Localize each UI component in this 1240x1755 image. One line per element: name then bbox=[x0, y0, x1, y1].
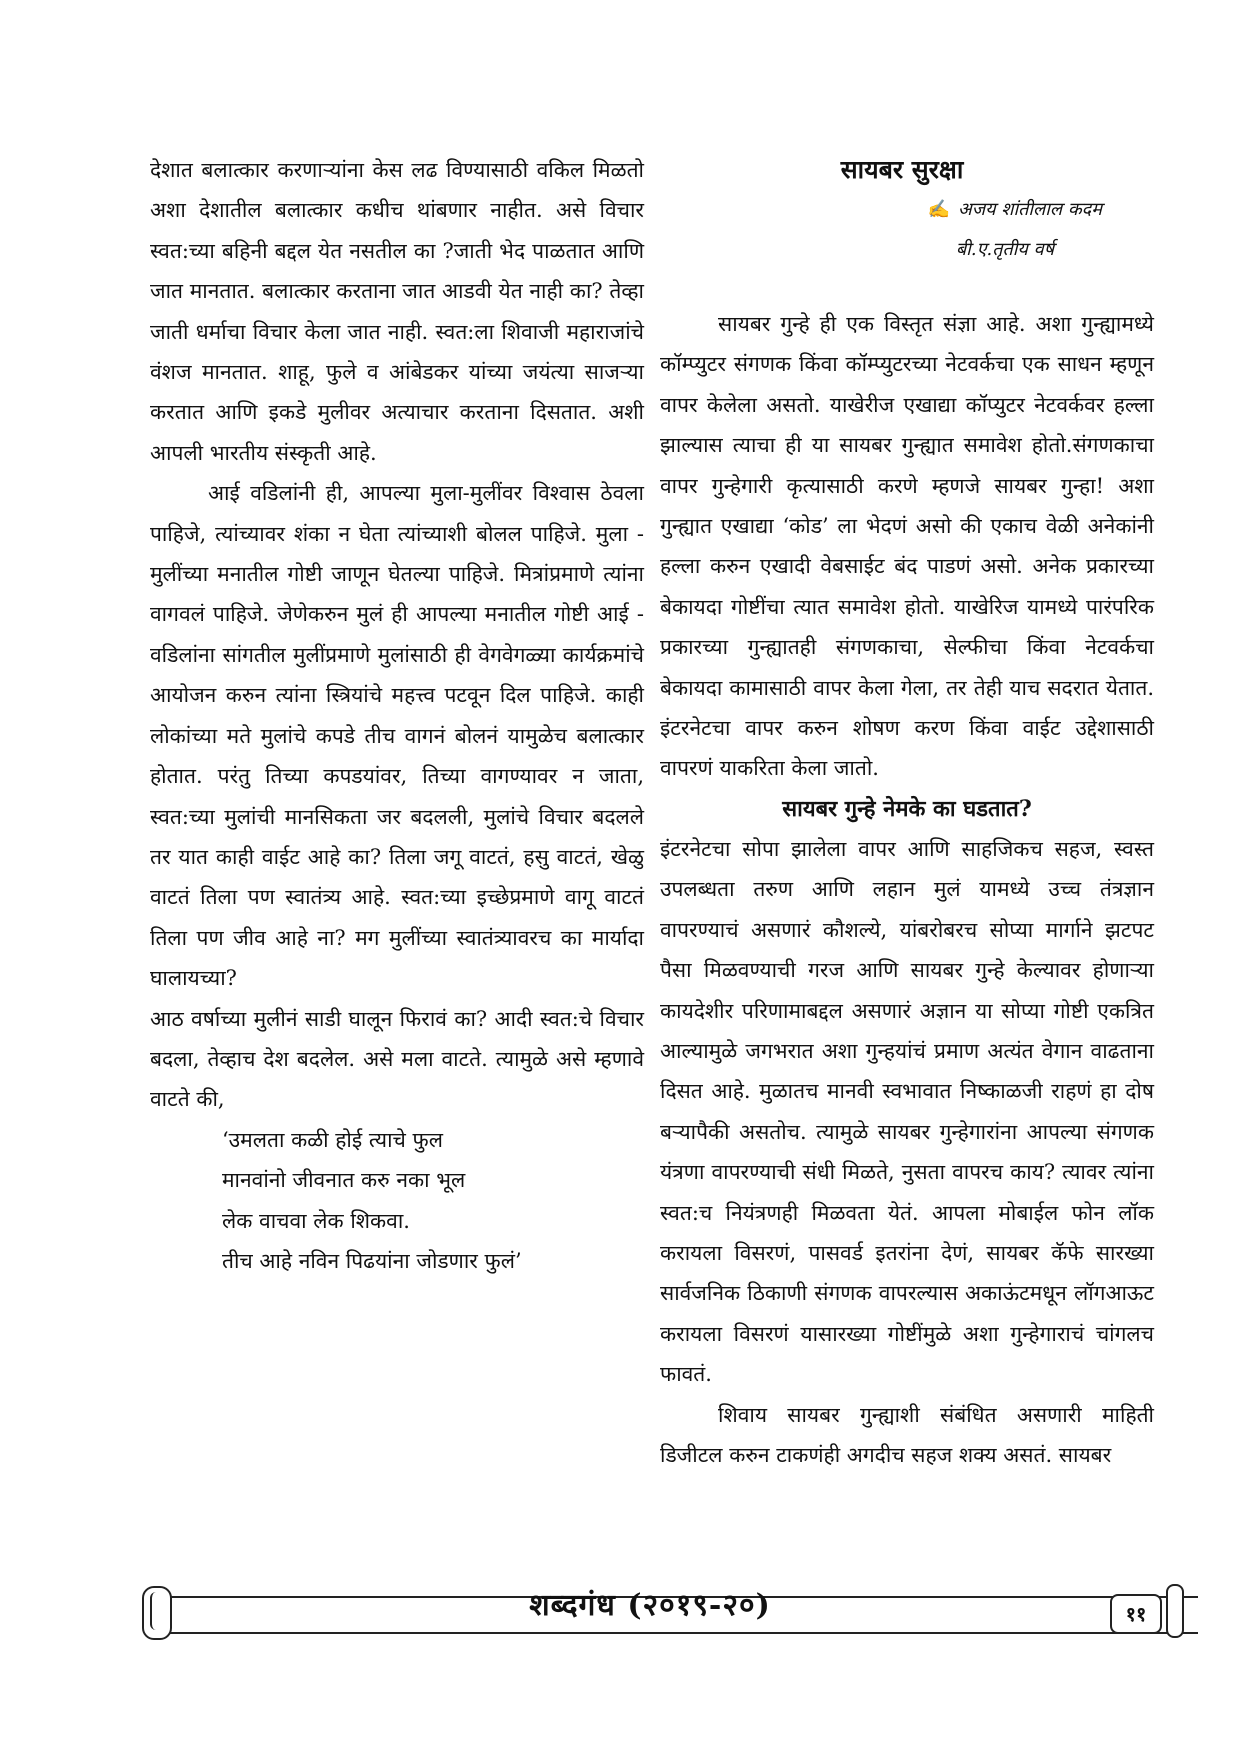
author-class: बी.ए.तृतीय वर्ष bbox=[955, 239, 1054, 260]
poem-line-1: ‘उमलता कळी होई त्याचे फुल bbox=[222, 1127, 443, 1152]
page-number: ११ bbox=[1110, 1594, 1162, 1634]
author-name: अजय शांतीलाल कदम bbox=[957, 199, 1102, 220]
right-column bbox=[660, 150, 1154, 1475]
header-spacer bbox=[660, 270, 1154, 304]
right-paragraph-2: इंटरनेटचा सोपा झालेला वापर आणि साहजिकच सहज, स्वस्त उपलब्धता तरुण आणि लहान मुलं यामध्ये उच्च तंत्रज्ञान वापरण्याचं असणारं कौशल्ये, यांबरोबरच सोप्या मार्गाने झटपट पैसा मिळवण्याची गरज आणि सायबर गुन्हे केल्यावर होणाऱ्या कायदेशीर परिणामाबद्दल असणारं अज्ञान या सोप्या गोष्टी एकत्रित आल्यामुळे जगभरात अशा गुन्हयांचं प्रमाण अत्यंत वेगान वाढताना दिसत आहे. मुळातच मानवी स्वभावात निष्काळजी राहणं हा दोष बऱ्यापैकी असतोच. त्यामुळे सायबर गुन्हेगारांना आपल्या संगणक यंत्रणा वापरण्याची संधी मिळते, नुसता वापरच काय? त्यावर त्यांना स्वत:च नियंत्रणही मिळवता येतं. आपला मोबाईल फोन लॉक करायला विसरणं, पासवर्ड इतरांना देणं, सायबर कॅफे सारख्या सार्वजनिक ठिकाणी संगणक वापरल्यास अकाऊंटमधून लॉगआऊट करायला विसरणं यासारख्या गोष्टींमुळे अशा गुन्हेगाराचं चांगलच फावतं. bbox=[660, 836, 1154, 1387]
left-paragraph-3: आठ वर्षाच्या मुलीनं साडी घालून फिरावं का? आदी स्वत:चे विचार बदला, तेव्हाच देश बदलेल. असे मला वाटते. त्यामुळे असे म्हणावे वाटते की, bbox=[150, 1006, 644, 1112]
scroll-right-icon bbox=[1166, 1584, 1184, 1638]
page-footer bbox=[140, 1580, 1160, 1640]
left-column bbox=[150, 150, 644, 1281]
poem bbox=[222, 1120, 644, 1282]
author-byline bbox=[660, 190, 1154, 230]
section-subheading: सायबर गुन्हे नेमके का घडतात? bbox=[782, 795, 1032, 822]
left-paragraph-1: देशात बलात्कार करणाऱ्यांना केस लढ विण्यासाठी वकिल मिळतो अशा देशातील बलात्कार कधीच थांबणार नाहीत. असे विचार स्वत:च्या बहिनी बद्दल येत नसतील का ?जाती भेद पाळतात आणि जात मानतात. बलात्कार करताना जात आडवी येत नाही का? तेव्हा जाती धर्माचा विचार केला जात नाही. स्वत:ला शिवाजी महाराजांचे वंशज मानतात. शाहू, फुले व आंबेडकर यांच्या जयंत्या साजऱ्या करतात आणि इकडे मुलीवर अत्याचार करताना दिसतात. अशी आपली भारतीय संस्कृती आहे. bbox=[150, 158, 644, 465]
poem-line-2: मानवांनो जीवनात करु नका भूल bbox=[222, 1168, 466, 1193]
right-paragraph-1: सायबर गुन्हे ही एक विस्तृत संज्ञा आहे. अशा गुन्ह्यामध्ये कॉम्प्युटर संगणक किंवा कॉम्प्युटरच्या नेटवर्कचा एक साधन म्हणून वापर केलेला असतो. याखेरीज एखाद्या कॉप्युटर नेटवर्कवर हल्ला झाल्यास त्याचा ही या सायबर गुन्ह्यात समावेश होतो.संगणकाचा वापर गुन्हेगारी कृत्यासाठी करणे म्हणजे सायबर गुन्हा! अशा गुन्ह्यात एखाद्या ‘कोड’ ला भेदणं असो की एकाच वेळी अनेकांनी हल्ला करुन एखादी वेबसाईट बंद पाडणं असो. अनेक प्रकारच्या बेकायदा गोष्टींचा त्यात समावेश होतो. याखेरिज यामध्ये पारंपरिक प्रकारच्या गुन्ह्यातही संगणकाचा, सेल्फीचा किंवा नेटवर्कचा बेकायदा कामासाठी वापर केला गेला, तर तेही याच सदरात येतात. इंटरनेटचा वापर करुन शोषण करण किंवा वाईट उद्देशासाठी वापरणं याकरिता केला जातो. bbox=[660, 312, 1154, 781]
article-title: सायबर सुरक्षा bbox=[840, 155, 964, 184]
article-header bbox=[660, 150, 1154, 270]
poem-line-3: लेक वाचवा लेक शिकवा. bbox=[222, 1208, 410, 1233]
footer-title: शब्दगंध (२०१९-२०) bbox=[529, 1588, 771, 1623]
poem-line-4: तीच आहे नविन पिढयांना जोडणार फुलं’ bbox=[222, 1248, 522, 1273]
pen-icon: ✍ bbox=[927, 199, 950, 220]
right-paragraph-3: शिवाय सायबर गुन्ह्याशी संबंधित असणारी माहिती डिजीटल करुन टाकणंही अगदीच सहज शक्य असतं. सायबर bbox=[660, 1402, 1154, 1467]
left-paragraph-2: आई वडिलांनी ही, आपल्या मुला-मुलींवर विश्वास ठेवला पाहिजे, त्यांच्यावर शंका न घेता त्यांच्याशी बोलल पाहिजे. मुला - मुलींच्या मनातील गोष्टी जाणून घेतल्या पाहिजे. मित्रांप्रमाणे त्यांना वागवलं पाहिजे. जेणेकरुन मुलं ही आपल्या मनातील गोष्टी आई - वडिलांना सांगतील मुलींप्रमाणे मुलांसाठी ही वेगवेगळ्या कार्यक्रमांचे आयोजन करुन त्यांना स्त्रियांचे महत्त्व पटवून दिल पाहिजे. काही लोकांच्या मते मुलांचे कपडे तीच वागनं बोलनं यामुळेच बलात्कार होतात. परंतु तिच्या कपडयांवर, तिच्या वागण्यावर न जाता, स्वत:च्या मुलांची मानसिकता जर बदलली, मुलांचे विचार बदलले तर यात काही वाईट आहे का? तिला जगू वाटतं, हसु वाटतं, खेळु वाटतं तिला पण स्वातंत्र्य आहे. स्वत:च्या इच्छेप्रमाणे वागू वाटतं तिला पण जीव आहे ना? मग मुलींच्या स्वातंत्र्यावरच का मार्यादा घालायच्या? bbox=[150, 481, 644, 991]
